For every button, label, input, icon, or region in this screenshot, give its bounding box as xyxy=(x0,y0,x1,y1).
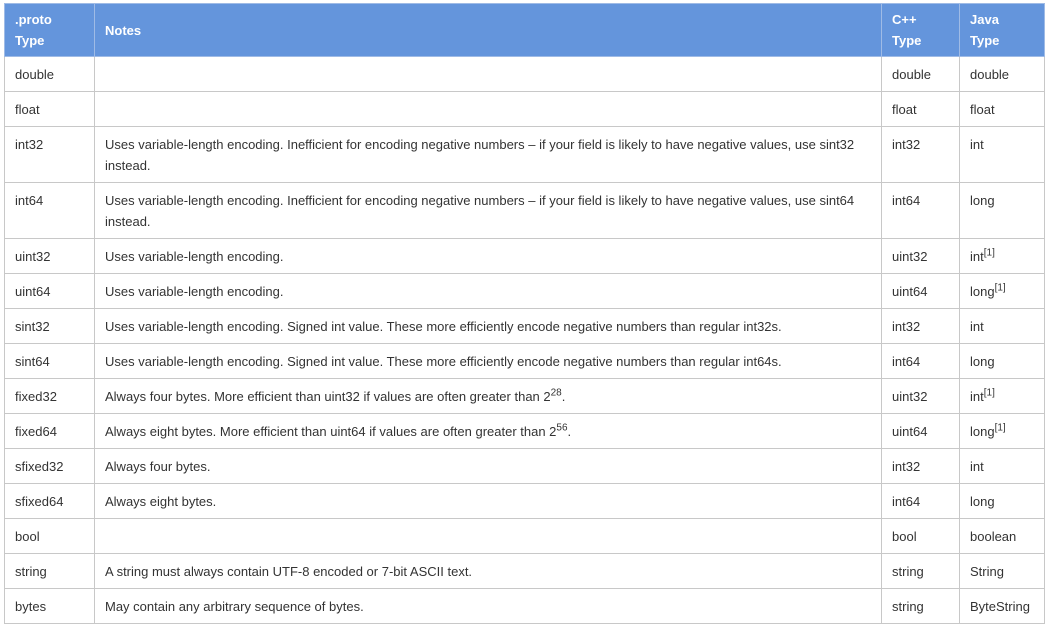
table-row xyxy=(5,484,1045,519)
header-proto-type: .proto Type xyxy=(5,4,95,57)
scalar-types-table xyxy=(4,3,1045,624)
cell-proto-type: int64 xyxy=(5,183,95,239)
cell-cpp-type: double xyxy=(882,57,960,92)
table-row xyxy=(5,309,1045,344)
header-notes: Notes xyxy=(95,4,882,57)
cell-cpp-type: int32 xyxy=(882,127,960,183)
cell-java-type: int xyxy=(960,449,1045,484)
cell-java-type: long xyxy=(960,344,1045,379)
table-row xyxy=(5,127,1045,183)
cell-notes: Uses variable-length encoding. Inefficient for encoding negative numbers – if your field is likely to have negative values, use sint32 instead. xyxy=(95,127,882,183)
cell-java-type: int xyxy=(960,309,1045,344)
cell-cpp-type: int64 xyxy=(882,484,960,519)
cell-notes: Always four bytes. xyxy=(95,449,882,484)
cell-cpp-type: bool xyxy=(882,519,960,554)
cell-proto-type: fixed32 xyxy=(5,379,95,414)
cell-proto-type: double xyxy=(5,57,95,92)
cell-notes: Uses variable-length encoding. Signed int value. These more efficiently encode negative numbers than regular int64s. xyxy=(95,344,882,379)
cell-notes xyxy=(95,57,882,92)
cell-java-type: String xyxy=(960,554,1045,589)
cell-cpp-type: uint32 xyxy=(882,379,960,414)
cell-notes: Always eight bytes. More efficient than uint64 if values are often greater than $2^{56}$. xyxy=(95,414,882,449)
cell-java-type: ByteString xyxy=(960,589,1045,624)
cell-cpp-type: uint64 xyxy=(882,414,960,449)
table-row xyxy=(5,274,1045,309)
superscript: 28 xyxy=(550,387,562,399)
table-body xyxy=(5,57,1045,624)
cell-proto-type: int32 xyxy=(5,127,95,183)
cell-proto-type: string xyxy=(5,554,95,589)
cell-cpp-type: int32 xyxy=(882,309,960,344)
cell-java-type: long xyxy=(960,484,1045,519)
table-row xyxy=(5,344,1045,379)
cell-notes: Uses variable-length encoding. Signed int value. These more efficiently encode negative numbers than regular int32s. xyxy=(95,309,882,344)
cell-cpp-type: int64 xyxy=(882,183,960,239)
cell-proto-type: uint64 xyxy=(5,274,95,309)
table-row xyxy=(5,414,1045,449)
table-row xyxy=(5,554,1045,589)
table-row xyxy=(5,589,1045,624)
cell-cpp-type: int64 xyxy=(882,344,960,379)
superscript: [1] xyxy=(983,247,995,259)
table-row xyxy=(5,449,1045,484)
cell-notes xyxy=(95,519,882,554)
cell-java-type: int[1] xyxy=(960,379,1045,414)
table-row xyxy=(5,379,1045,414)
header-java-type: Java Type xyxy=(960,4,1045,57)
cell-java-type: int xyxy=(960,127,1045,183)
table-header-row xyxy=(5,4,1045,57)
table-row xyxy=(5,92,1045,127)
cell-cpp-type: uint64 xyxy=(882,274,960,309)
cell-proto-type: float xyxy=(5,92,95,127)
cell-proto-type: sfixed32 xyxy=(5,449,95,484)
cell-notes: May contain any arbitrary sequence of bytes. xyxy=(95,589,882,624)
cell-notes: Always four bytes. More efficient than uint32 if values are often greater than $2^{28}$. xyxy=(95,379,882,414)
cell-java-type: int[1] xyxy=(960,239,1045,274)
cell-notes: A string must always contain UTF-8 encoded or 7-bit ASCII text. xyxy=(95,554,882,589)
cell-proto-type: bool xyxy=(5,519,95,554)
cell-proto-type: uint32 xyxy=(5,239,95,274)
superscript: [1] xyxy=(994,422,1006,434)
table-row xyxy=(5,183,1045,239)
cell-notes xyxy=(95,92,882,127)
superscript: [1] xyxy=(994,282,1006,294)
cell-proto-type: fixed64 xyxy=(5,414,95,449)
cell-notes: Always eight bytes. xyxy=(95,484,882,519)
cell-proto-type: bytes xyxy=(5,589,95,624)
cell-java-type: float xyxy=(960,92,1045,127)
cell-notes: Uses variable-length encoding. Inefficient for encoding negative numbers – if your field is likely to have negative values, use sint64 instead. xyxy=(95,183,882,239)
cell-proto-type: sint64 xyxy=(5,344,95,379)
cell-java-type: double xyxy=(960,57,1045,92)
cell-notes: Uses variable-length encoding. xyxy=(95,274,882,309)
cell-java-type: long xyxy=(960,183,1045,239)
cell-cpp-type: uint32 xyxy=(882,239,960,274)
table-row xyxy=(5,519,1045,554)
cell-cpp-type: string xyxy=(882,554,960,589)
header-cpp-type: C++ Type xyxy=(882,4,960,57)
cell-notes: Uses variable-length encoding. xyxy=(95,239,882,274)
cell-proto-type: sint32 xyxy=(5,309,95,344)
table-row xyxy=(5,239,1045,274)
cell-java-type: long[1] xyxy=(960,414,1045,449)
cell-cpp-type: float xyxy=(882,92,960,127)
superscript: 56 xyxy=(556,422,568,434)
cell-cpp-type: string xyxy=(882,589,960,624)
cell-java-type: long[1] xyxy=(960,274,1045,309)
superscript: [1] xyxy=(983,387,995,399)
cell-proto-type: sfixed64 xyxy=(5,484,95,519)
cell-cpp-type: int32 xyxy=(882,449,960,484)
table-row xyxy=(5,57,1045,92)
cell-java-type: boolean xyxy=(960,519,1045,554)
